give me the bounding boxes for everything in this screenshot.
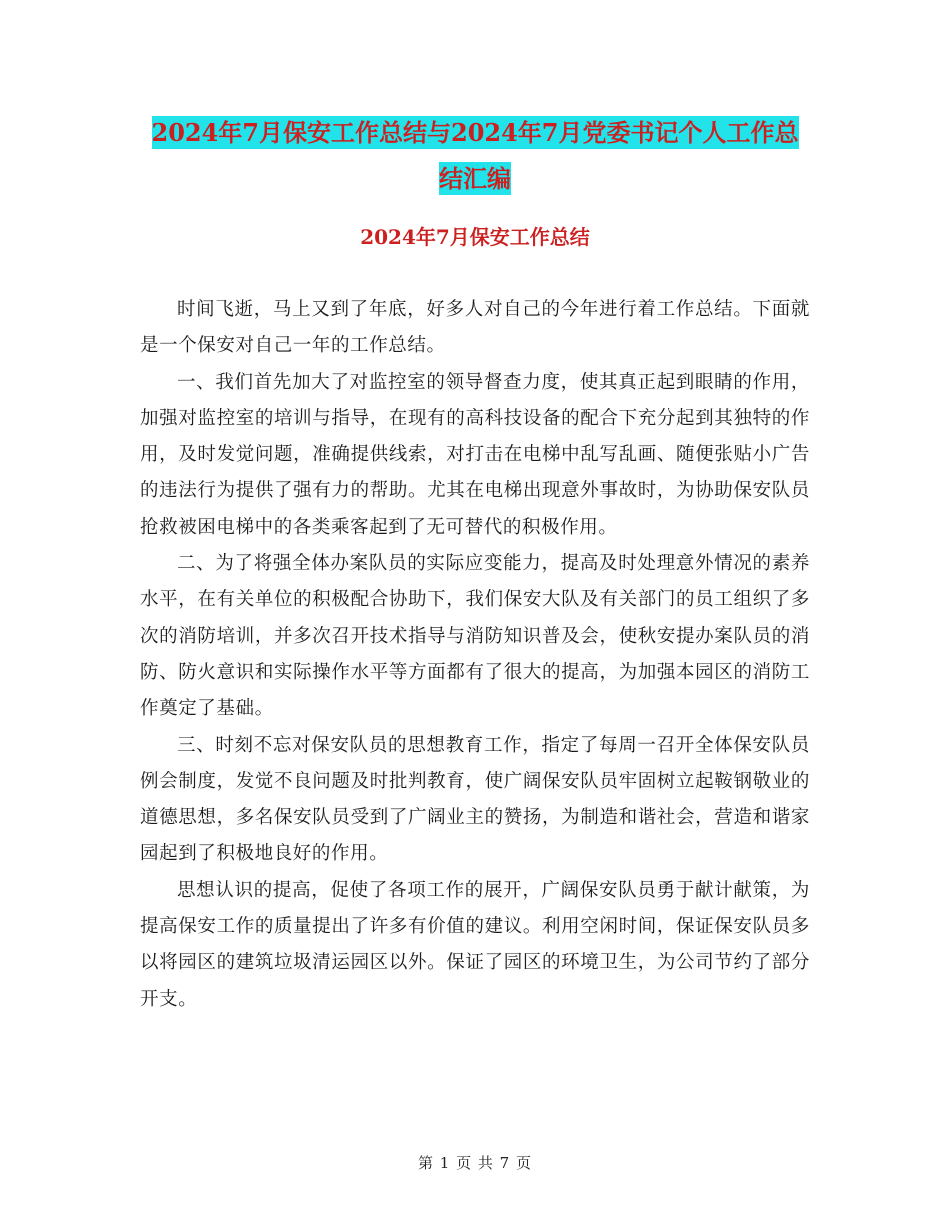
page-number-footer: 第 1 页 共 7 页 [418, 1154, 532, 1172]
paragraph: 时间飞逝，马上又到了年底，好多人对自己的今年进行着工作总结。下面就是一个保安对自己一年的工作总结。 [140, 299, 810, 357]
paragraph: 三、时刻不忘对保安队员的思想教育工作，指定了每周一召开全体保安队员例会制度，发觉不良问题及时批判教育，使广阔保安队员牢固树立起鞍钢敬业的道德思想，多名保安队员受到了广阔业主的赞扬，为制造和谐社会，营造和谐家园起到了积极地良好的作用。 [140, 734, 810, 865]
paragraph: 思想认识的提高，促使了各项工作的展开，广阔保安队员勇于献计献策，为提高保安工作的质量提出了许多有价值的建议。利用空闲时间，保证保安队员多以将园区的建筑垃圾清运园区以外。保证了园区的环境卫生，为公司节约了部分开支。 [140, 879, 810, 1010]
section-title: 2024年7月保安工作总结 [360, 225, 590, 249]
paragraph: 二、为了将强全体办案队员的实际应变能力，提高及时处理意外情况的素养水平，在有关单位的积极配合协助下，我们保安大队及有关部门的员工组织了多次的消防培训，并多次召开技术指导与消防知识普及会，使秋安提办案队员的消防、防火意识和实际操作水平等方面都有了很大的提高，为加强本园区的消防工作奠定了基础。 [140, 553, 810, 720]
document-title-text: 2024年7月保安工作总结与2024年7月党委书记个人工作总结汇编 [151, 118, 799, 193]
document-title [140, 110, 810, 202]
paragraph: 一、我们首先加大了对监控室的领导督查力度，使其真正起到眼睛的作用，加强对监控室的培训与指导，在现有的高科技设备的配合下充分起到其独特的作用，及时发觉问题，准确提供线索，对打击在电梯中乱写乱画、随便张贴小广告的违法行为提供了强有力的帮助。尤其在电梯出现意外事故时，为协助保安队员抢救被困电梯中的各类乘客起到了无可替代的积极作用。 [140, 371, 810, 538]
document-body [140, 292, 810, 1018]
